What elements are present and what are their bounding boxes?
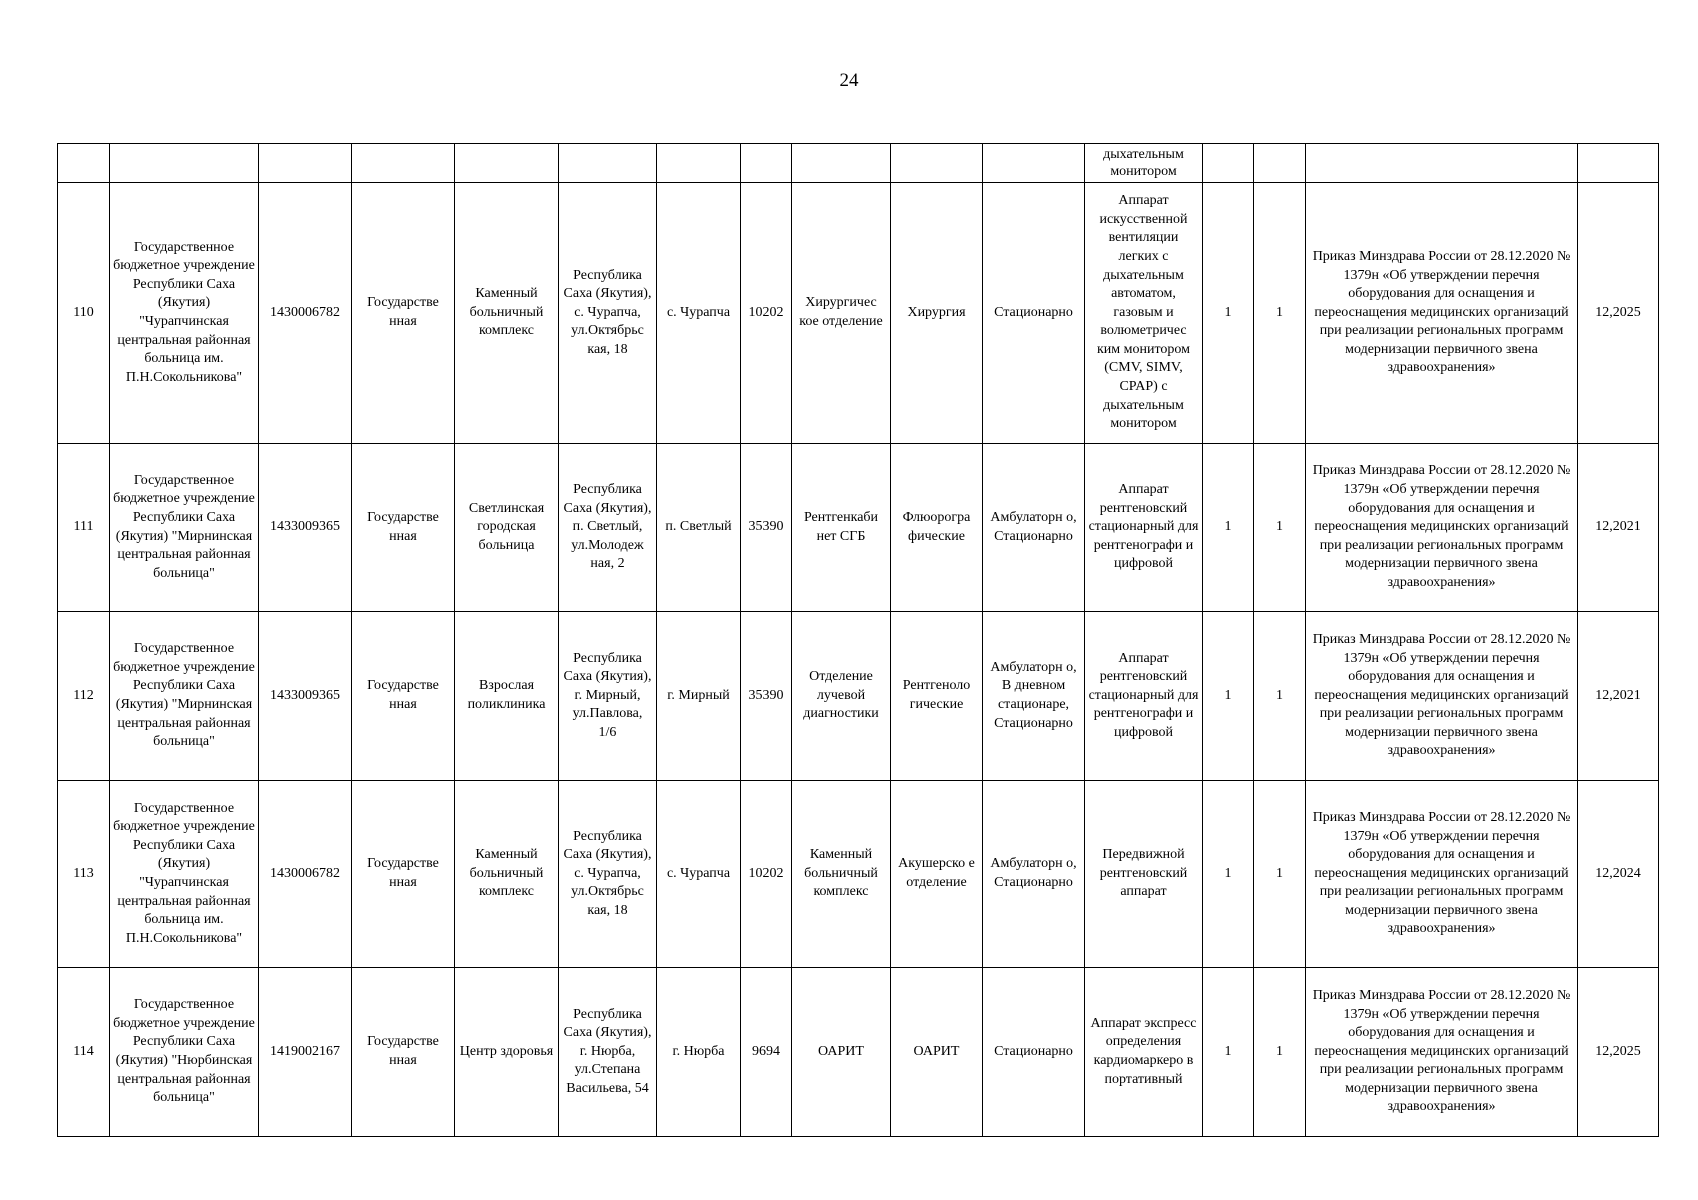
cell-code: 9694 xyxy=(741,968,792,1137)
cell-ownership: Государстве нная xyxy=(352,968,455,1137)
cell-qty-2: 1 xyxy=(1254,444,1306,612)
cell-date: 12,2021 xyxy=(1578,612,1659,781)
cell-ownership: Государстве нная xyxy=(352,444,455,612)
table-row xyxy=(58,781,1659,968)
cell-department: Отделение лучевой диагностики xyxy=(792,612,891,781)
cell-equipment: Аппарат экспресс определения кардиомаркеро в портативный xyxy=(1085,968,1203,1137)
cell-facility: Каменный больничный комплекс xyxy=(455,183,559,444)
cell-qty-2: 1 xyxy=(1254,183,1306,444)
cell-facility: Каменный больничный комплекс xyxy=(455,781,559,968)
cell-inn: 1430006782 xyxy=(259,781,352,968)
cell-code: 35390 xyxy=(741,444,792,612)
cell-organization: Государственное бюджетное учреждение Республики Саха (Якутия) "Чурапчинская центральная районная больница им. П.Н.Сокольникова" xyxy=(110,781,259,968)
cell-qty-1: 1 xyxy=(1203,781,1254,968)
table-row-continuation xyxy=(58,144,1659,183)
cell-conditions: Стационарно xyxy=(983,183,1085,444)
cell-organization: Государственное бюджетное учреждение Республики Саха (Якутия) "Мирнинская центральная районная больница" xyxy=(110,612,259,781)
cell-address: Республика Саха (Якутия), г. Нюрба, ул.Степана Васильева, 54 xyxy=(559,968,657,1137)
table-row xyxy=(58,968,1659,1137)
cell-num: 114 xyxy=(58,968,110,1137)
cell-num: 110 xyxy=(58,183,110,444)
cell-organization: Государственное бюджетное учреждение Республики Саха (Якутия) "Нюрбинская центральная районная больница" xyxy=(110,968,259,1137)
cell-equipment: Передвижной рентгеновский аппарат xyxy=(1085,781,1203,968)
cell-address: Республика Саха (Якутия), с. Чурапча, ул.Октябрьс кая, 18 xyxy=(559,183,657,444)
cell-address: Республика Саха (Якутия), г. Мирный, ул.Павлова, 1/6 xyxy=(559,612,657,781)
cell-num: 112 xyxy=(58,612,110,781)
table-row xyxy=(58,612,1659,781)
cell-organization: Государственное бюджетное учреждение Республики Саха (Якутия) "Чурапчинская центральная районная больница им. П.Н.Сокольникова" xyxy=(110,183,259,444)
cell-qty-1: 1 xyxy=(1203,444,1254,612)
cell-num: 113 xyxy=(58,781,110,968)
cell-profile: Акушерско е отделение xyxy=(891,781,983,968)
cell-facility: Взрослая поликлиника xyxy=(455,612,559,781)
cell-ownership: Государстве нная xyxy=(352,183,455,444)
cell-qty-2: 1 xyxy=(1254,781,1306,968)
table-row xyxy=(58,183,1659,444)
cell-profile: Флюорогра фические xyxy=(891,444,983,612)
cell-ownership: Государстве нная xyxy=(352,612,455,781)
cell-qty-1: 1 xyxy=(1203,612,1254,781)
cell-code: 10202 xyxy=(741,781,792,968)
cell-basis: Приказ Минздрава России от 28.12.2020 № 1379н «Об утверждении перечня оборудования для оснащения и переоснащения медицинских организаций при реализации региональных программ модернизации первичного звена здравоохранения» xyxy=(1306,968,1578,1137)
cell-conditions: Амбулаторн о, Стационарно xyxy=(983,444,1085,612)
cell-inn: 1433009365 xyxy=(259,612,352,781)
cell-organization: Государственное бюджетное учреждение Республики Саха (Якутия) "Мирнинская центральная районная больница" xyxy=(110,444,259,612)
cell-equipment-continuation: дыхательным монитором xyxy=(1085,144,1203,183)
cell-locality: с. Чурапча xyxy=(657,183,741,444)
cell-locality: п. Светлый xyxy=(657,444,741,612)
cell-equipment: Аппарат рентгеновский стационарный для рентгенографи и цифровой xyxy=(1085,612,1203,781)
cell-ownership: Государстве нная xyxy=(352,781,455,968)
cell-basis: Приказ Минздрава России от 28.12.2020 № 1379н «Об утверждении перечня оборудования для оснащения и переоснащения медицинских организаций при реализации региональных программ модернизации первичного звена здравоохранения» xyxy=(1306,781,1578,968)
cell-facility: Светлинская городская больница xyxy=(455,444,559,612)
equipment-table xyxy=(57,143,1659,1137)
cell-inn: 1433009365 xyxy=(259,444,352,612)
table-row xyxy=(58,444,1659,612)
cell-profile: ОАРИТ xyxy=(891,968,983,1137)
cell-department: Рентгенкаби нет СГБ xyxy=(792,444,891,612)
cell-qty-1: 1 xyxy=(1203,968,1254,1137)
cell-date: 12,2024 xyxy=(1578,781,1659,968)
cell-qty-2: 1 xyxy=(1254,612,1306,781)
cell-conditions: Амбулаторн о, Стационарно xyxy=(983,781,1085,968)
cell-locality: с. Чурапча xyxy=(657,781,741,968)
table-body xyxy=(58,144,1659,1137)
cell-basis: Приказ Минздрава России от 28.12.2020 № 1379н «Об утверждении перечня оборудования для оснащения и переоснащения медицинских организаций при реализации региональных программ модернизации первичного звена здравоохранения» xyxy=(1306,183,1578,444)
cell-department: ОАРИТ xyxy=(792,968,891,1137)
cell-profile: Рентгеноло гические xyxy=(891,612,983,781)
cell-conditions: Амбулаторн о, В дневном стационаре, Стационарно xyxy=(983,612,1085,781)
cell-code: 35390 xyxy=(741,612,792,781)
cell-code: 10202 xyxy=(741,183,792,444)
cell-department: Хирургичес кое отделение xyxy=(792,183,891,444)
cell-locality: г. Мирный xyxy=(657,612,741,781)
cell-date: 12,2025 xyxy=(1578,183,1659,444)
cell-inn: 1419002167 xyxy=(259,968,352,1137)
cell-department: Каменный больничный комплекс xyxy=(792,781,891,968)
cell-equipment: Аппарат рентгеновский стационарный для рентгенографи и цифровой xyxy=(1085,444,1203,612)
cell-inn: 1430006782 xyxy=(259,183,352,444)
cell-basis: Приказ Минздрава России от 28.12.2020 № 1379н «Об утверждении перечня оборудования для оснащения и переоснащения медицинских организаций при реализации региональных программ модернизации первичного звена здравоохранения» xyxy=(1306,444,1578,612)
cell-qty-1: 1 xyxy=(1203,183,1254,444)
cell-basis: Приказ Минздрава России от 28.12.2020 № 1379н «Об утверждении перечня оборудования для оснащения и переоснащения медицинских организаций при реализации региональных программ модернизации первичного звена здравоохранения» xyxy=(1306,612,1578,781)
cell-address: Республика Саха (Якутия), п. Светлый, ул.Молодеж ная, 2 xyxy=(559,444,657,612)
cell-conditions: Стационарно xyxy=(983,968,1085,1137)
cell-profile: Хирургия xyxy=(891,183,983,444)
cell-num: 111 xyxy=(58,444,110,612)
cell-equipment: Аппарат искусственной вентиляции легких с дыхательным автоматом, газовым и волюметричес ким монитором (CMV, SIMV, CPAP) с дыхательным монитором xyxy=(1085,183,1203,444)
cell-locality: г. Нюрба xyxy=(657,968,741,1137)
cell-date: 12,2021 xyxy=(1578,444,1659,612)
cell-qty-2: 1 xyxy=(1254,968,1306,1137)
cell-date: 12,2025 xyxy=(1578,968,1659,1137)
cell-facility: Центр здоровья xyxy=(455,968,559,1137)
page-number: 24 xyxy=(839,70,859,91)
cell-address: Республика Саха (Якутия), с. Чурапча, ул.Октябрьс кая, 18 xyxy=(559,781,657,968)
